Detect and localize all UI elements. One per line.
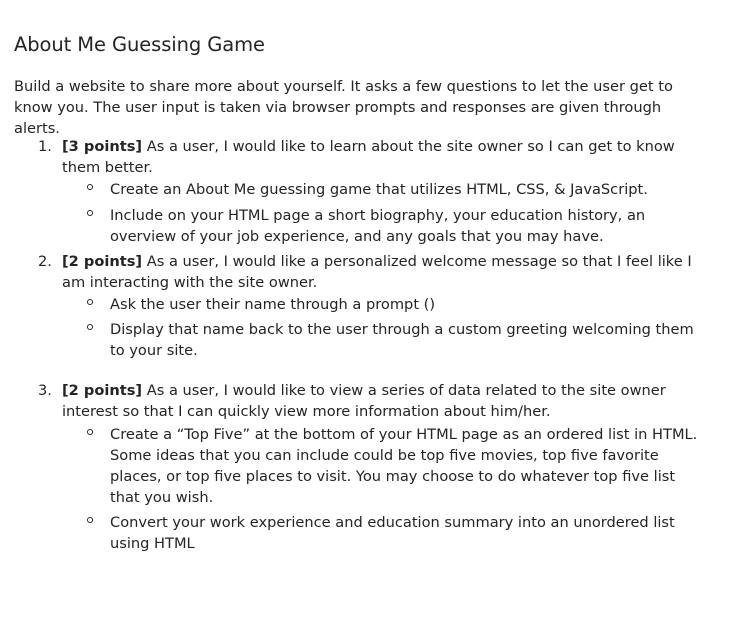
item-body: As a user, I would like to view a series of data related to the site owner interest so that I can quickly view more information about him/her. xyxy=(62,382,666,420)
item-text xyxy=(62,380,702,422)
page-title: About Me Guessing Game xyxy=(14,33,265,56)
circle-bullet-icon xyxy=(87,184,93,190)
circle-bullet-icon xyxy=(87,517,93,523)
item-number: 3. xyxy=(38,382,52,399)
sub-item-text: Create an About Me guessing game that utilizes HTML, CSS, & JavaScript. xyxy=(110,181,648,198)
item-points: [2 points] xyxy=(62,382,143,399)
circle-bullet-icon xyxy=(87,210,93,216)
item-text xyxy=(62,136,702,178)
sub-item-text: Convert your work experience and education summary into an unordered list using HTML xyxy=(110,514,675,552)
intro-paragraph: Build a website to share more about yourself. It asks a few questions to let the user get to know you. The user input is taken via browser prompts and responses are given through alerts. xyxy=(14,78,673,137)
circle-bullet-icon xyxy=(87,299,93,305)
item-points: [2 points] xyxy=(62,253,143,270)
sub-item-text: Ask the user their name through a prompt () xyxy=(110,296,436,313)
item-body: As a user, I would like a personalized welcome message so that I feel like I am interacting with the site owner. xyxy=(62,253,692,291)
item-number: 1. xyxy=(38,138,52,155)
circle-bullet-icon xyxy=(87,429,93,435)
sub-item-text: Display that name back to the user through a custom greeting welcoming them to your site. xyxy=(110,321,694,359)
item-number: 2. xyxy=(38,253,52,270)
sub-item-text: Create a “Top Five” at the bottom of your HTML page as an ordered list in HTML. Some ideas that you can include could be top five movies, top five favorite places, or top five places to visit. You may choose to do whatever top five list that you wish. xyxy=(110,426,698,506)
sub-item-text: Include on your HTML page a short biography, your education history, an overview of your job experience, and any goals that you may have. xyxy=(110,207,646,245)
circle-bullet-icon xyxy=(87,324,93,330)
item-text xyxy=(62,251,702,293)
item-points: [3 points] xyxy=(62,138,143,155)
item-body: As a user, I would like to learn about the site owner so I can get to know them better. xyxy=(62,138,675,176)
